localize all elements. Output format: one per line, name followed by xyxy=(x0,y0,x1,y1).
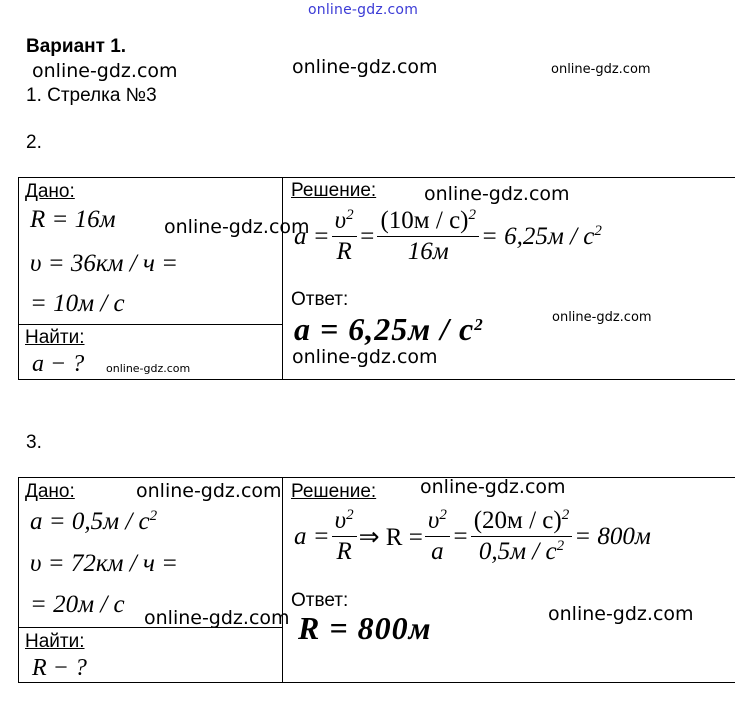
given-line-2: υ = 36км / ч = xyxy=(30,250,178,277)
fraction: $\frac{(10м / с)^2}{16м}$ xyxy=(377,208,479,266)
task1-text: 1. Стрелка №3 xyxy=(26,85,157,106)
watermark: online-gdz.com xyxy=(32,60,178,82)
answer-label: Ответ: xyxy=(291,289,349,310)
watermark: online-gdz.com xyxy=(144,607,290,629)
find-value: a − ? xyxy=(32,351,85,377)
variant-title: Вариант 1. xyxy=(26,36,127,57)
fraction: $\frac{\upsilon^2}{a}$ xyxy=(425,508,450,566)
fraction: $\frac{\upsilon^2}{R}$ xyxy=(332,208,357,266)
watermark: online-gdz.com xyxy=(292,346,438,368)
given-label: Дано: xyxy=(25,481,75,502)
watermark-top: online-gdz.com xyxy=(308,2,419,18)
implies: ⇒ R = xyxy=(358,523,423,551)
formula-result: = 6,25м / с xyxy=(481,222,595,250)
task2-number: 2. xyxy=(26,132,42,153)
task2-formula: a = $\frac{\upsilon^2}{R}$ = $\frac{(10м / с)^2}{16м}$ = $6,25м / с^2$ xyxy=(294,207,602,266)
watermark: online-gdz.com xyxy=(551,62,651,77)
watermark: online-gdz.com xyxy=(136,480,282,502)
find-label: Найти: xyxy=(25,631,85,652)
watermark: online-gdz.com xyxy=(548,603,694,625)
formula-lhs: a = xyxy=(294,222,330,250)
task3-formula xyxy=(294,508,651,566)
formula-lhs: a = xyxy=(294,522,330,550)
answer-value: R = 800м xyxy=(298,610,432,646)
watermark: online-gdz.com xyxy=(164,216,310,238)
answer-value: $a = 6,25м / с^2$ xyxy=(294,311,484,347)
fraction: $\frac{\upsilon^2}{R}$ xyxy=(332,508,357,566)
answer-label: Ответ: xyxy=(291,590,349,611)
find-value: R − ? xyxy=(32,655,87,681)
given-line-2: υ = 72км / ч = xyxy=(30,550,178,577)
formula-result: = 800м xyxy=(574,522,651,550)
given-line-1: $a = 0,5м / с^2$ xyxy=(30,508,158,535)
given-line-3: = 20м / с xyxy=(30,591,125,618)
given-line-1: R = 16м xyxy=(30,206,116,233)
fraction: $\frac{(20м / с)^2}{0,5м / с^2}$ xyxy=(471,508,573,566)
watermark: online-gdz.com xyxy=(420,476,566,498)
find-label: Найти: xyxy=(25,327,85,348)
equals: = xyxy=(451,522,469,550)
given-line-3: = 10м / с xyxy=(30,290,125,317)
given-label: Дано: xyxy=(25,181,75,202)
solution-label: Решение: xyxy=(291,180,377,201)
watermark: online-gdz.com xyxy=(424,183,570,205)
watermark: online-gdz.com xyxy=(292,56,438,78)
equals: = xyxy=(358,222,376,250)
task3-number: 3. xyxy=(26,432,42,453)
watermark: online-gdz.com xyxy=(106,362,191,375)
solution-label: Решение: xyxy=(291,481,377,502)
watermark: online-gdz.com xyxy=(552,310,652,325)
